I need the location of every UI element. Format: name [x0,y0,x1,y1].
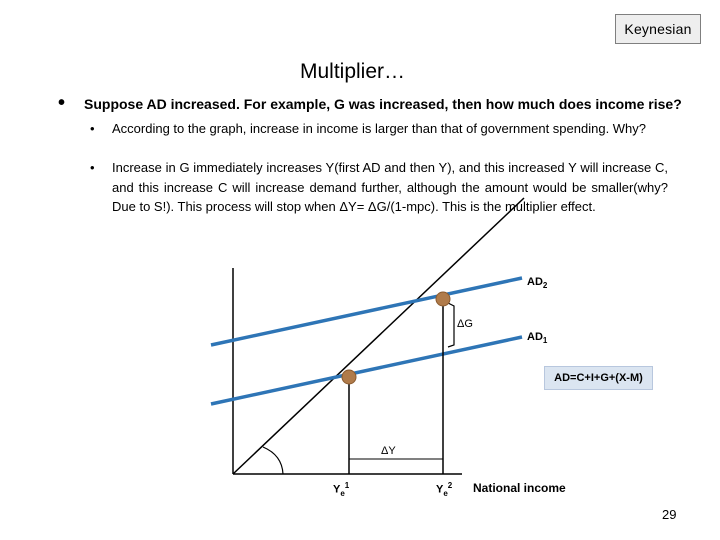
ad1-label: $AD_1$ [527,331,548,346]
ye1-label: $Y_e^1$ [333,481,350,498]
bullet-dot-icon: • [58,92,66,114]
sub-bullet-dot-icon: • [90,121,95,136]
forty-five-degree-line [233,198,524,474]
ad-equation-box: AD=C+I+G+(X-M) [544,366,653,390]
ye2-label: $Y_e^2$ [436,481,453,498]
equilibrium-point-2 [436,292,450,306]
sub-bullet-1-text: According to the graph, increase in income is larger than that of government spending. Why? [112,121,647,136]
sub-bullet-dot-icon: • [90,160,95,175]
delta-g-bracket [446,302,454,347]
page-number: 29 [662,507,677,522]
equilibrium-point-1 [342,370,356,384]
main-bullet-text: Suppose AD increased. For example, G was increased, then how much does income rise? [84,96,682,112]
delta-g-label: ΔG [457,318,473,330]
ad2-label: $AD_2$ [527,276,548,291]
x-axis-label: National income [473,481,566,495]
sub-bullet-2-text: Increase in G immediately increases Y(first AD and then Y), and this increased Y will increase C, and this increase C will increase demand further, although the amount would be smaller(why? Due to S!). This process will stop when ΔY= ΔG/(1-mpc). This is the multiplier effect. [112,160,668,214]
keynesian-tag: Keynesian [615,14,701,44]
angle-arc [263,447,283,474]
slide-title: Multiplier… [300,60,406,83]
delta-y-label: ΔY [381,445,396,457]
ad2-line [211,278,522,345]
